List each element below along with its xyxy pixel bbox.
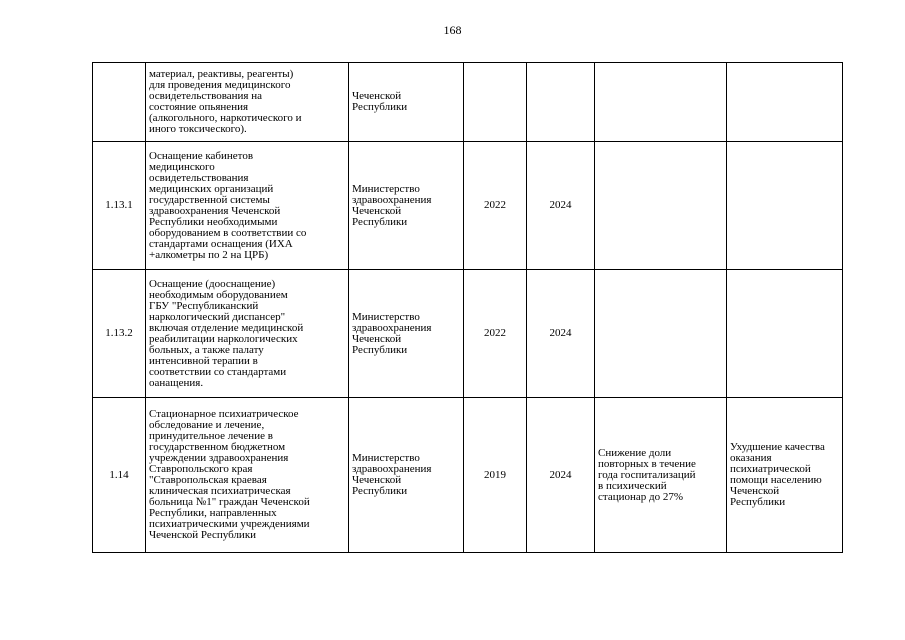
executor: Министерство здравоохранения Чеченской Республики [349, 398, 464, 553]
page-number: 168 [443, 23, 462, 37]
event-description: Стационарное психиатрическое обследование и лечение, принудительное лечение в государственном бюджетном учреждении здравоохранения Ставропольского края "Ставропольская краевая клиническая психиатрическая больница №1" граждан Чеченской Республики, направленных психиатрическими учреждениями Чеченской Республики [146, 398, 349, 553]
table-row [93, 63, 843, 142]
end-year: 2024 [527, 398, 595, 553]
table-row [93, 142, 843, 270]
executor: Министерство здравоохранения Чеченской Республики [349, 142, 464, 270]
row-number: 1.13.2 [93, 270, 146, 398]
event-description: Оснащение (дооснащение) необходимым оборудованием ГБУ "Республиканский наркологический диспансер" включая отделение медицинской реабилитации наркологических больных, а также палату интенсивной терапии в соответствии со стандартами оанащения. [146, 270, 349, 398]
expected-result [595, 142, 727, 270]
consequence: Ухудшение качества оказания психиатрической помощи населению Чеченской Республики [727, 398, 843, 553]
start-year [464, 63, 527, 142]
end-year: 2024 [527, 270, 595, 398]
start-year: 2019 [464, 398, 527, 553]
executor: Чеченской Республики [349, 63, 464, 142]
row-number: 1.14 [93, 398, 146, 553]
event-description: Оснащение кабинетов медицинского освидетельствования медицинских организаций государственной системы здравоохранения Чеченской Республики необходимыми оборудованием в соответствии со стандартами оснащения (ИХА +алкометры по 2 на ЦРБ) [146, 142, 349, 270]
row-number [93, 63, 146, 142]
consequence [727, 270, 843, 398]
table-row [93, 270, 843, 398]
table-row [93, 398, 843, 553]
row-number: 1.13.1 [93, 142, 146, 270]
expected-result: Снижение доли повторных в течение года госпитализаций в психический стационар до 27% [595, 398, 727, 553]
expected-result [595, 63, 727, 142]
start-year: 2022 [464, 270, 527, 398]
event-description: материал, реактивы, реагенты) для проведения медицинского освидетельствования на состояние опьянения (алкогольного, наркотического и иного токсического). [146, 63, 349, 142]
executor: Министерство здравоохранения Чеченской Республики [349, 270, 464, 398]
consequence [727, 63, 843, 142]
consequence [727, 142, 843, 270]
measures-table [92, 62, 843, 553]
start-year: 2022 [464, 142, 527, 270]
end-year: 2024 [527, 142, 595, 270]
end-year [527, 63, 595, 142]
expected-result [595, 270, 727, 398]
